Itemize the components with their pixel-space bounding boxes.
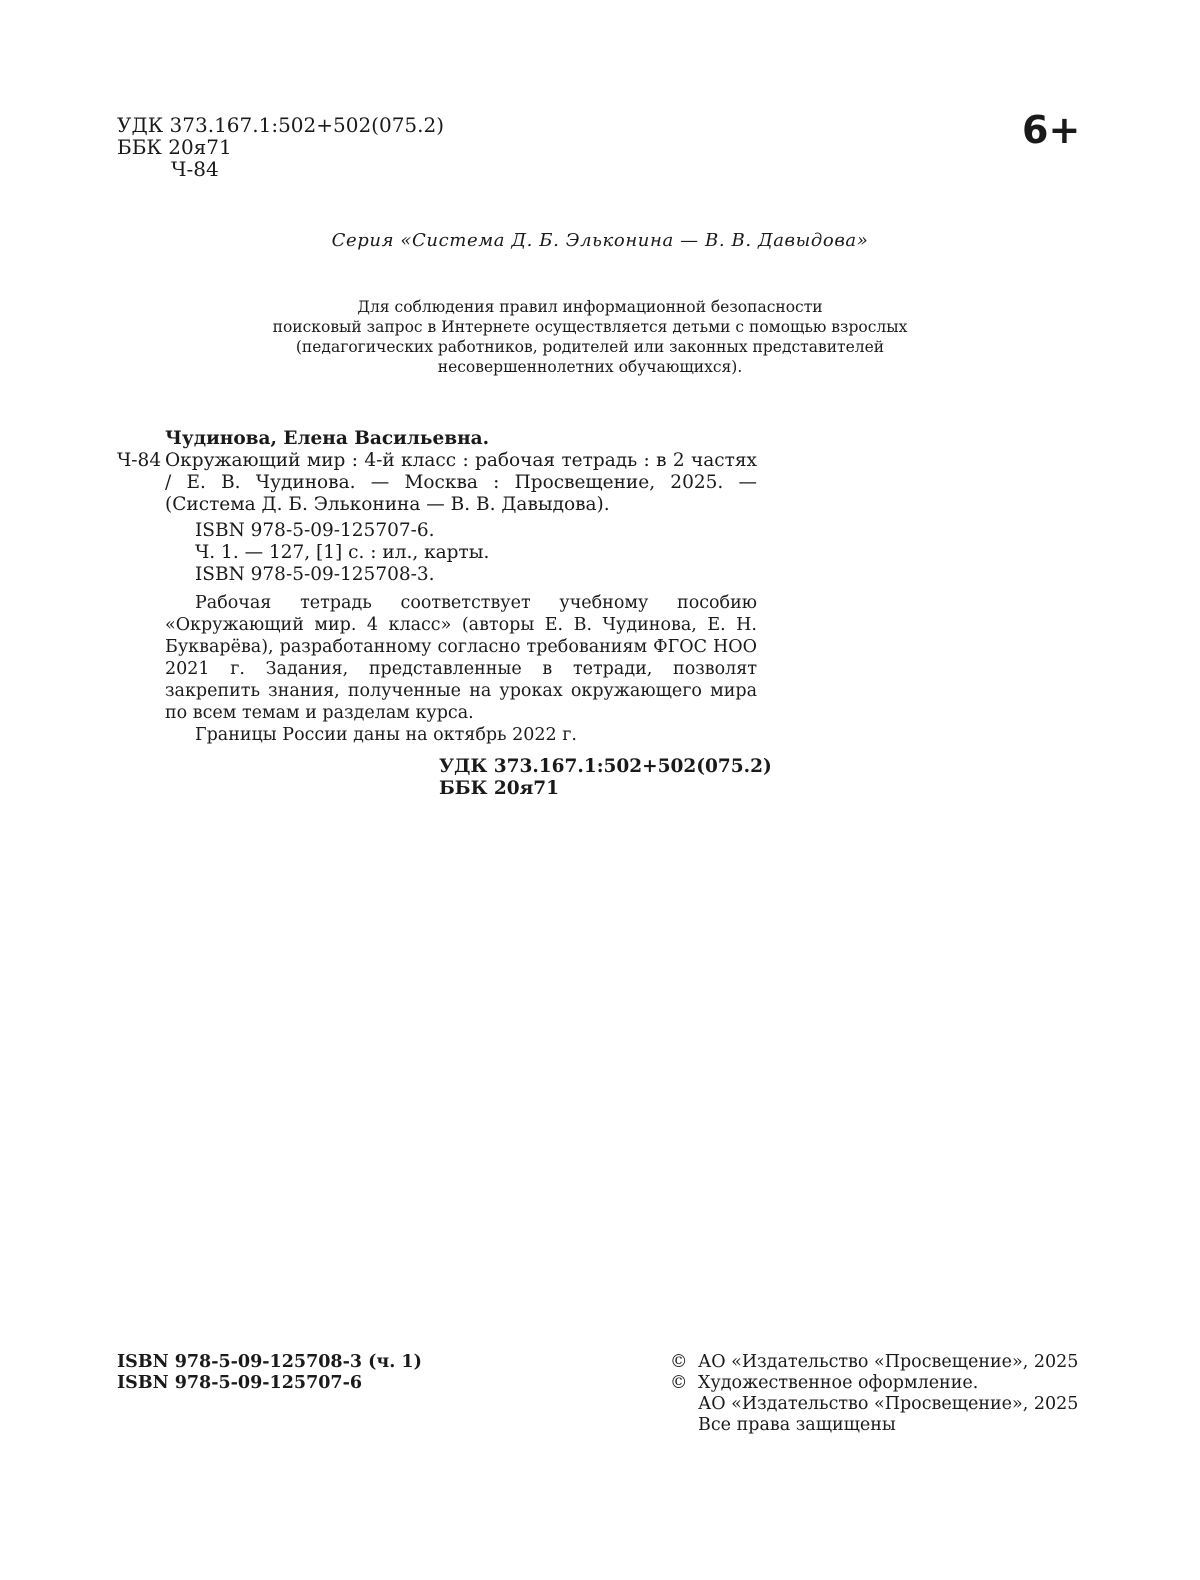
copyright-icon: © — [670, 1373, 688, 1393]
footer-isbn — [117, 1352, 422, 1394]
rights-text: Все права защищены — [698, 1415, 896, 1435]
copyright-text: АО «Издательство «Просвещение», 2025 — [698, 1352, 1079, 1372]
series-text: Серия «Система Д. Б. Эльконина — В. В. Давыдова» — [331, 230, 869, 251]
udk-code: УДК 373.167.1:502+502(075.2) — [117, 113, 445, 137]
bbk-code: ББК 20я71 — [117, 135, 232, 159]
card-part: Ч. 1. — 127, [1] с. : ил., карты. — [195, 542, 490, 563]
footer-copyright — [670, 1352, 1078, 1436]
card-description: Окружающий мир : 4-й класс : рабочая тетрадь : в 2 частях / Е. В. Чудинова. — Москва : Просвещение, 2025. — (Система Д. Б. Эльконина — В. В. Давыдова). — [165, 450, 757, 515]
age-rating: 6+ — [1022, 108, 1081, 152]
card-author: Чудинова, Елена Васильевна. — [165, 428, 490, 449]
card-udk: УДК 373.167.1:502+502(075.2) — [439, 756, 772, 777]
series-title — [0, 230, 1200, 251]
card-borders-note: Границы России даны на октябрь 2022 г. — [195, 725, 577, 745]
footer-isbn-part: ISBN 978-5-09-125708-3 (ч. 1) — [117, 1352, 422, 1372]
catalog-card — [117, 428, 772, 800]
safety-line: несовершеннолетних обучающихся). — [437, 358, 743, 376]
card-isbn-set: ISBN 978-5-09-125707-6. — [195, 520, 435, 541]
rights-line — [670, 1415, 1078, 1436]
card-description-row — [117, 450, 757, 516]
safety-line: (педагогических работников, родителей или законных представителей — [295, 338, 885, 356]
card-annotation: Рабочая тетрадь соответствует учебному пособию «Окружающий мир. 4 класс» (авторы Е. В. Чудинова, Е. Н. Букварёва), разработанному согласно требованиям ФГОС НОО 2021 г. Задания, представленные в тетради, позволят закрепить знания, полученные на уроках окружающего мира по всем темам и разделам курса. — [165, 593, 757, 723]
card-bbk: ББК 20я71 — [439, 778, 560, 799]
copyright-icon: © — [670, 1352, 688, 1372]
card-cutter: Ч-84 — [117, 450, 162, 471]
copyright-text: Художественное оформление. — [698, 1373, 979, 1393]
copyright-line — [670, 1394, 1078, 1415]
cutter-code: Ч-84 — [171, 157, 219, 181]
safety-line: Для соблюдения правил информационной безопасности — [357, 298, 823, 316]
safety-notice — [240, 297, 940, 377]
card-classification — [117, 756, 772, 800]
copyright-text: АО «Издательство «Просвещение», 2025 — [698, 1394, 1079, 1414]
classification-codes — [117, 114, 444, 180]
copyright-line — [670, 1352, 1078, 1373]
copyright-line — [670, 1373, 1078, 1394]
card-isbn-block — [117, 520, 757, 586]
footer-isbn-set: ISBN 978-5-09-125707-6 — [117, 1373, 363, 1393]
card-annotation-block — [117, 592, 757, 746]
safety-line: поисковый запрос в Интернете осуществляется детьми с помощью взрослых — [272, 318, 908, 336]
card-isbn-part: ISBN 978-5-09-125708-3. — [195, 564, 435, 585]
